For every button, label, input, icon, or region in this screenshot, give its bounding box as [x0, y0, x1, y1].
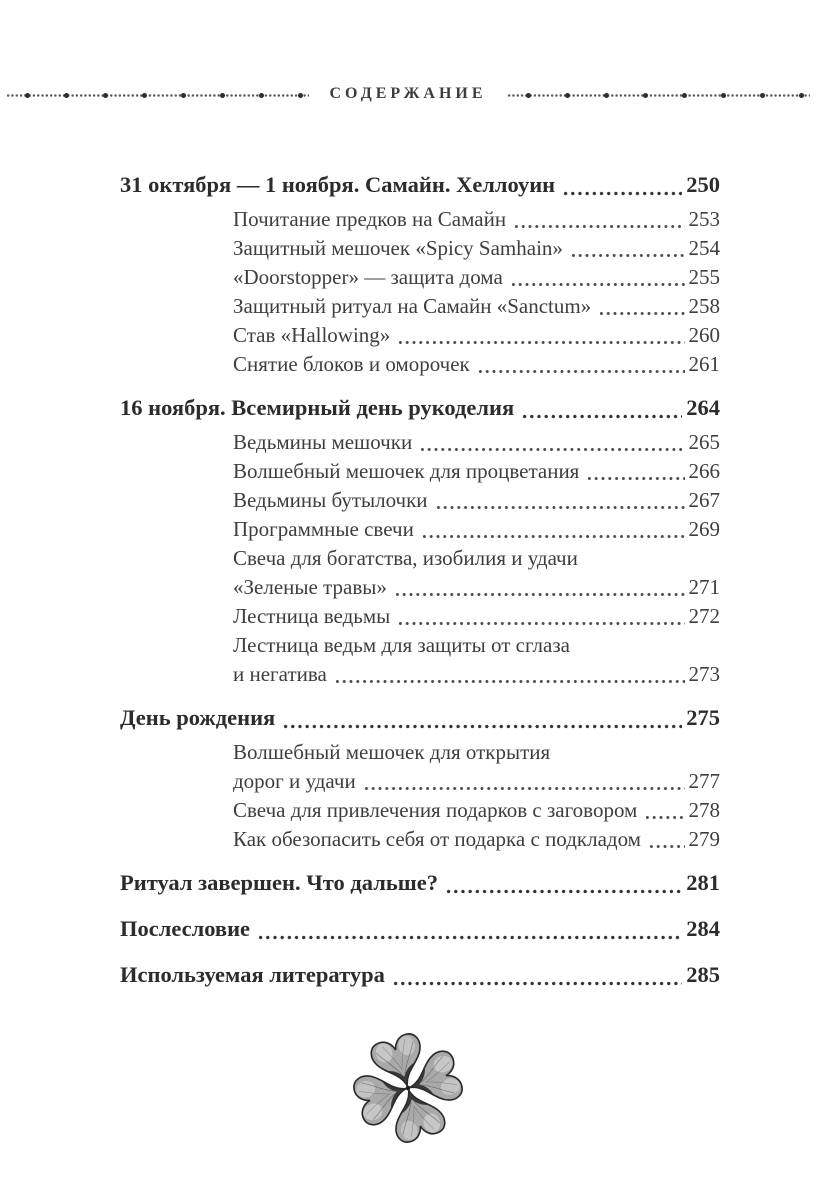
toc-entry-title: Став «Hallowing» — [233, 323, 391, 347]
toc-page-number: 266 — [688, 459, 720, 483]
toc-entry-title: 31 октября — 1 ноября. Самайн. Хеллоуин — [120, 172, 556, 197]
page-title: СОДЕРЖАНИЕ — [329, 85, 487, 102]
toc-page-number: 258 — [688, 294, 720, 318]
toc-page-number: 275 — [686, 705, 720, 730]
toc-page-number: 271 — [688, 575, 720, 599]
toc-entry-title: Как обезопасить себя от подарка с подкладом — [233, 827, 641, 851]
toc-entry-title: 16 ноября. Всемирный день рукоделия — [120, 395, 515, 420]
toc-row — [120, 825, 720, 854]
toc-page-number: 278 — [688, 798, 720, 822]
toc-row — [120, 292, 720, 321]
toc-entry-title: Почитание предков на Самайн — [233, 207, 507, 231]
dot-leader — [510, 282, 685, 287]
toc-page-number: 254 — [688, 236, 720, 260]
toc-page-number: 261 — [688, 352, 720, 376]
toc-row — [120, 321, 720, 350]
toc-page-number: 279 — [688, 827, 720, 851]
dotted-ornament-right — [507, 91, 810, 100]
toc-page-number: 272 — [688, 604, 720, 628]
toc-row — [120, 486, 720, 515]
toc-entry-title: День рождения — [120, 705, 276, 730]
dot-leader — [334, 679, 685, 684]
dot-leader — [363, 786, 685, 791]
toc-row — [120, 796, 720, 825]
toc-row — [120, 573, 720, 602]
toc-entry-title: Ведьмины мешочки — [233, 430, 413, 454]
toc-entry-title: Программные свечи — [233, 517, 414, 541]
dot-leader — [586, 476, 684, 481]
toc-page-number: 269 — [688, 517, 720, 541]
dot-leader — [419, 447, 684, 452]
clover-illustration — [332, 1014, 484, 1167]
toc-row — [120, 958, 720, 992]
toc-entry-title: Лестница ведьмы — [233, 604, 391, 628]
dot-leader — [445, 889, 682, 894]
toc-page-number: 281 — [686, 870, 720, 895]
toc-row — [120, 544, 720, 573]
toc-row — [120, 866, 720, 900]
dot-leader — [598, 311, 684, 316]
toc-row — [120, 168, 720, 202]
dotted-ornament-left — [6, 91, 309, 100]
toc-entry-title: Защитный мешочек «Spicy Samhain» — [233, 236, 563, 260]
toc-entry-title: Лестница ведьм для защиты от сглаза — [233, 633, 570, 657]
toc-page-number: 285 — [686, 962, 720, 987]
toc-page-number: 255 — [688, 265, 720, 289]
toc-row — [120, 912, 720, 946]
toc-row — [120, 205, 720, 234]
toc-row — [120, 391, 720, 425]
toc-page-number: 253 — [688, 207, 720, 231]
dot-leader — [477, 369, 685, 374]
toc-row — [120, 350, 720, 379]
toc-entry-title: Используемая литература — [120, 962, 385, 987]
toc-entry-title: Свеча для привлечения подарков с заговором — [233, 798, 638, 822]
toc-row — [120, 428, 720, 457]
dot-leader — [282, 724, 682, 729]
toc-row — [120, 515, 720, 544]
dot-leader — [435, 505, 685, 510]
toc-entry-title: Послесловие — [120, 916, 251, 941]
dot-leader — [648, 844, 685, 849]
toc-entry-title: и негатива — [233, 662, 327, 686]
toc-entry-title: «Doorstopper» — защита дома — [233, 265, 503, 289]
toc-entry-title: Волшебный мешочек для открытия — [233, 740, 551, 764]
dot-leader — [394, 592, 685, 597]
table-of-contents — [120, 168, 720, 992]
dot-leader — [397, 621, 684, 626]
toc-page-number: 267 — [688, 488, 720, 512]
toc-row — [120, 457, 720, 486]
toc-row — [120, 660, 720, 689]
toc-row — [120, 263, 720, 292]
dot-leader — [513, 224, 684, 229]
toc-page-number: 260 — [688, 323, 720, 347]
toc-page-number: 250 — [686, 172, 720, 197]
dot-leader — [421, 534, 685, 539]
toc-row — [120, 767, 720, 796]
toc-row — [120, 701, 720, 735]
toc-entry-title: Волшебный мешочек для процветания — [233, 459, 580, 483]
toc-row — [120, 738, 720, 767]
dot-leader — [644, 815, 684, 820]
toc-entry-title: Свеча для богатства, изобилия и удачи — [233, 546, 578, 570]
toc-entry-title: Ведьмины бутылочки — [233, 488, 428, 512]
toc-entry-title: Снятие блоков и оморочек — [233, 352, 470, 376]
contents-header — [0, 0, 816, 104]
toc-entry-title: Ритуал завершен. Что дальше? — [120, 870, 438, 895]
dot-leader — [570, 253, 685, 258]
toc-page-number: 273 — [688, 662, 720, 686]
toc-page-number: 264 — [686, 395, 720, 420]
four-leaf-clover-icon — [332, 1014, 484, 1162]
toc-page-number: 265 — [688, 430, 720, 454]
toc-page-number: 277 — [688, 769, 720, 793]
toc-row — [120, 602, 720, 631]
dot-leader — [521, 414, 682, 419]
dot-leader — [257, 935, 682, 940]
toc-row — [120, 631, 720, 660]
toc-entry-title: Защитный ритуал на Самайн «Sanctum» — [233, 294, 592, 318]
toc-entry-title: дорог и удачи — [233, 769, 356, 793]
toc-entry-title: «Зеленые травы» — [233, 575, 387, 599]
dot-leader — [397, 340, 684, 345]
dot-leader — [392, 981, 682, 986]
toc-row — [120, 234, 720, 263]
dot-leader — [562, 191, 682, 196]
toc-page-number: 284 — [686, 916, 720, 941]
